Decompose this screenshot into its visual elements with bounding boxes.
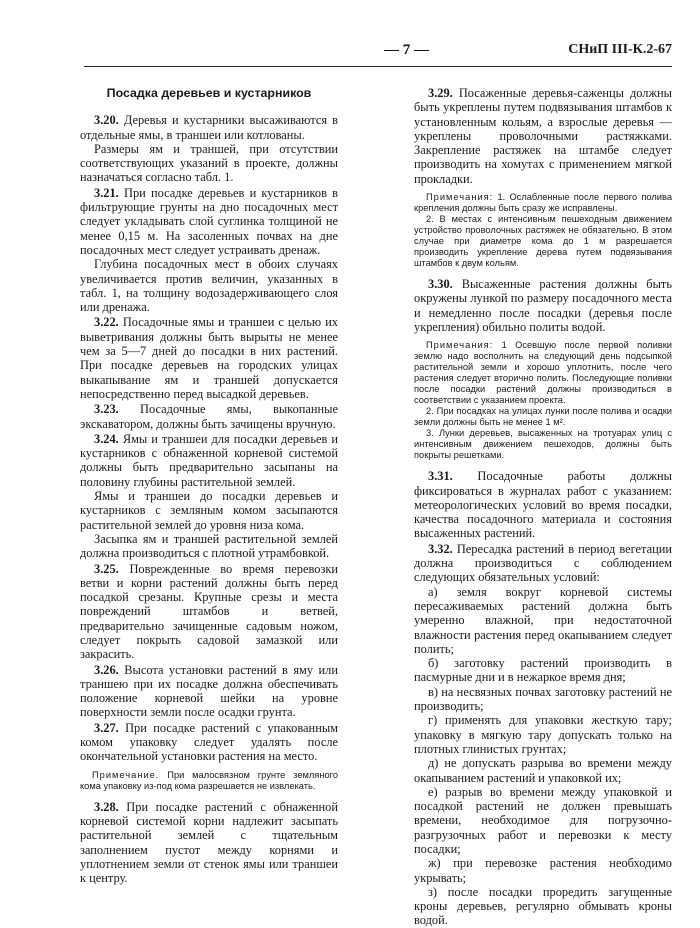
paragraph-number: 3.22. (94, 315, 119, 330)
paragraph-3-30 (414, 277, 672, 334)
list-item-e: е) разрыв во времени между упаковкой и посадкой растений не должен превышать времени, необходимое для погрузочно-разгрузочных работ и перевозки к месту посадки; (414, 784, 672, 856)
paragraph-number: 3.29. (428, 86, 453, 100)
paragraph-text: При посадке деревьев и кустарников в фильтрующие грунты на дно посадочных мест следует укладывать слой суглинка толщиной не менее 0,15 м. На засоленных почвах на дне посадочных мест следует устраивать дренаж. (80, 185, 338, 257)
paragraph-text: Высота установки растений в яму или траншею при их посадке должна обеспечивать положение корневой шейки на уровне поверхности земли после осадки грунта. (80, 662, 338, 720)
page-number: — 7 — (384, 42, 429, 58)
note-1-1 (414, 192, 672, 214)
paragraph-text: Ямы и траншеи для посадки деревьев и кустарников с обнаженной корневой системой должны быть предварительно засыпаны на половину глубины растительной землей. (80, 431, 338, 489)
paragraph-text: Деревья и кустарники высаживаются в отдельные ямы, в траншеи или котлованы. (80, 113, 338, 142)
note-label: Примечания: (426, 192, 494, 203)
note-text (80, 770, 338, 792)
paragraph-text: Посадочные ямы, выкопанные экскаватором, должны быть зачищены вручную. (80, 402, 338, 431)
paragraph-3-24 (80, 432, 338, 489)
note-label: Примечание. (92, 769, 160, 780)
paragraph-text: Посаженные деревья-саженцы должны быть укреплены путем подвязывания штамбов к установленным кольям, а взрослые деревья — укреплены проволочными растяжками. Закрепление растяжек на штамбе следует производить на хомутах с применением мягкой прокладки. (414, 86, 672, 186)
note-body: 1. Ослабленные после первого полива крепления должны быть сразу же исправлены. (414, 192, 672, 214)
paragraph-3-21-b: Глубина посадочных мест в обоих случаях увеличивается против величин, указанных в табл. 1, на толщину водозадерживающего слоя или дренажа. (80, 257, 338, 315)
paragraph-3-23 (80, 402, 338, 431)
paragraph-3-24-c: Засыпка ям и траншей растительной землей должна производиться с плотной утрамбовкой. (80, 531, 338, 561)
notes-block-2 (414, 340, 672, 461)
paragraph-number: 3.25. (94, 561, 119, 576)
paragraph-3-32 (414, 542, 672, 585)
paragraph-3-28 (80, 800, 338, 886)
paragraph-number: 3.24. (94, 431, 119, 446)
paragraph-number: 3.26. (94, 662, 119, 677)
paragraph-number: 3.27. (94, 720, 119, 735)
paragraph-text: Поврежденные во время перевозки ветви и корни растений должны быть перед посадкой срезаны. Крупные срезы и места повреждений штамбов и ветвей, предварительно зачищенные садовым ножом, следует покрыть садовой замазкой или закрасить. (80, 561, 338, 662)
conditions-list (414, 585, 672, 928)
paragraph-3-26 (80, 663, 338, 720)
paragraph-text: Посадочные работы должны фиксироваться в журналах работ с указанием: метеорологических условий во время посадки, качества посадочного материала и состояния высаженных растений. (414, 469, 672, 541)
paragraph-number: 3.28. (94, 799, 119, 814)
paragraph-3-24-b: Ямы и траншеи до посадки деревьев и кустарников с земляным комом засыпаются растительной землей до уровня низа кома. (80, 489, 338, 532)
list-item-g: г) применять для упаковки жесткую тару; упаковку в мягкую тару допускать только на плотных глинистых грунтах; (414, 713, 672, 756)
paragraph-3-29 (414, 86, 672, 186)
note-2-3: 3. Лунки деревьев, высаженных на тротуарах улиц с интенсивным движением пешеходов, должны быть покрыты решетками. (414, 428, 672, 461)
paragraph-text: При посадке растений с упакованным комом упаковку следует удалять после окончательной установки растения на место. (80, 720, 338, 764)
note-1-2: 2. В местах с интенсивным пешеходным движением устройство проволочных растяжек не обязательно. В этом случае при диаметре кома до 1 м разрешается производить укрепление дерева путем подвязывания штамбов к двум кольям. (414, 214, 672, 269)
paragraph-3-27 (80, 721, 338, 764)
paragraph-3-31 (414, 469, 672, 540)
paragraph-number: 3.21. (94, 185, 119, 200)
list-item-zh: ж) при перевозке растения необходимо укрывать; (414, 856, 672, 885)
notes-block-1 (414, 192, 672, 269)
note-block (80, 770, 338, 792)
paragraph-text: При посадке растений с обнаженной корневой системой корни надлежит засыпать растительной землей с тщательным заполнением пустот между корнями и уплотнением земли от стенок ямы или траншеи к центру. (80, 799, 338, 886)
page-header (84, 40, 672, 67)
paragraph-number: 3.32. (428, 541, 453, 556)
paragraph-3-20-b: Размеры ям и траншей, при отсутствии соответствующих указаний в проекте, должны назначаться согласно табл. 1. (80, 141, 338, 185)
note-body: 1 Осевшую после первой поливки землю надо восполнить на следующий день подсыпкой растительной земли и хорошо уплотнить, после чего растения следует вторично полить. Последующие поливки после посадки растений должны производиться в соответствии с указанием проекта. (414, 340, 672, 406)
paragraph-number: 3.31. (428, 469, 453, 484)
list-item-d: д) не допускать разрыва во времени между окапыванием растений и упаковкой их; (414, 756, 672, 785)
section-title: Посадка деревьев и кустарников (106, 86, 312, 100)
note-2-1 (414, 340, 672, 406)
note-label: Примечания: (426, 340, 494, 351)
paragraph-text: Посадочные ямы и траншеи с целью их выветривания должны быть вырыты не менее чем за 5—7 дней до посадки в них растений. При посадке деревьев на городских улицах выкапывание ям и траншей допускается непосредственно перед высадкой деревьев. (80, 315, 338, 401)
list-item-v: в) на несвязных почвах заготовку растений не производить; (414, 684, 672, 714)
note-2-2: 2. При посадках на улицах лунки после полива и осадки земли должны быть не менее 1 м². (414, 406, 672, 428)
paragraph-text: Пересадка растений в период вегетации должна производиться с соблюдением следующих обязательных условий: (414, 541, 672, 585)
right-column (414, 86, 672, 928)
paragraph-3-22 (80, 315, 338, 401)
left-column (80, 86, 338, 885)
paragraph-number: 3.30. (428, 277, 453, 292)
document-code: СНиП III-К.2-67 (568, 42, 672, 57)
paragraph-text: Высаженные растения должны быть окружены лункой по размеру посадочного места и немедленно после посадки (деревья после укрепления) обильно политы водой. (414, 277, 672, 334)
paragraph-number: 3.20. (94, 113, 119, 128)
list-item-b: б) заготовку растений производить в пасмурные дни и в нежаркое время дня; (414, 656, 672, 685)
paragraph-number: 3.23. (94, 402, 119, 417)
paragraph-3-21 (80, 186, 338, 257)
paragraph-3-25 (80, 562, 338, 662)
list-item-z: з) после посадки проредить загущенные кроны деревьев, регулярно обмывать кроны водой. (414, 884, 672, 928)
paragraph-3-20 (80, 113, 338, 142)
list-item-a: а) земля вокруг корневой системы пересаживаемых растений должна быть умеренно влажной, при недостаточной влажности растения перед окапыванием следует полить; (414, 584, 672, 656)
note-body: При малосвязном грунте земляного кома упаковку из-под кома разрешается не извлекать. (80, 769, 338, 791)
